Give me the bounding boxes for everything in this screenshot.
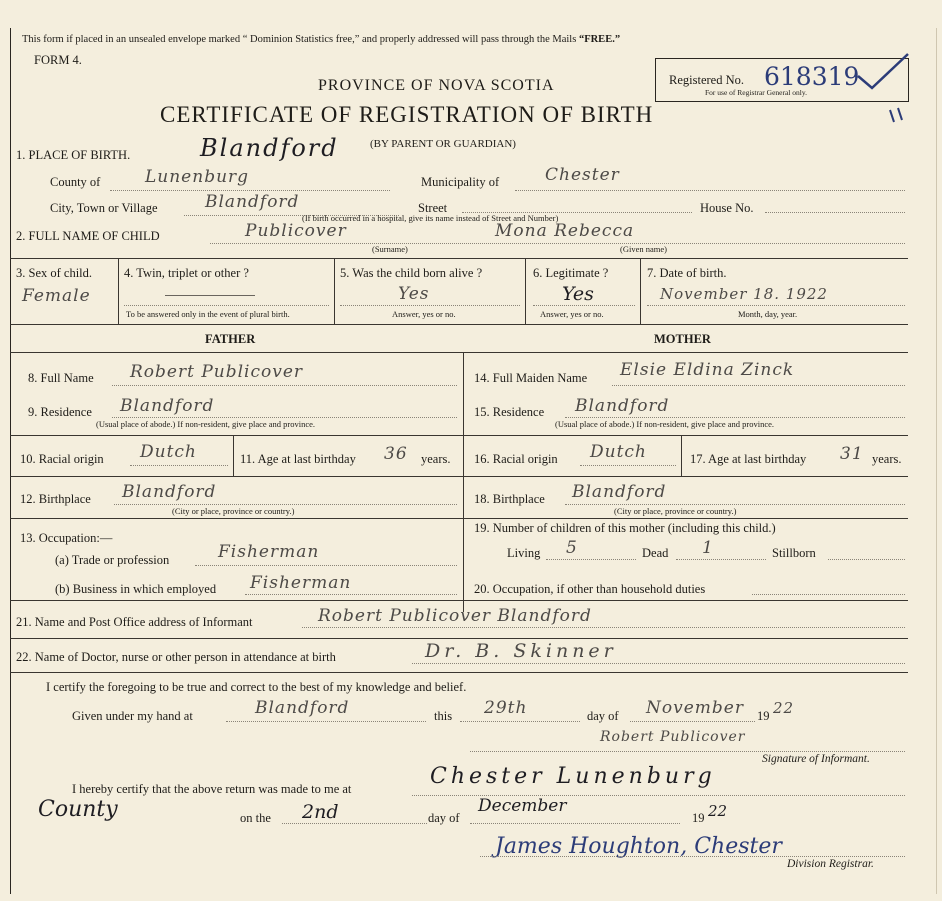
father-residence-value: Blandford bbox=[120, 396, 215, 416]
house-number-label: House No. bbox=[700, 201, 754, 215]
father-birthplace-value: Blandford bbox=[122, 482, 217, 502]
date-label: 7. Date of birth. bbox=[647, 266, 727, 280]
legitimate-note: Answer, yes or no. bbox=[540, 309, 604, 319]
alive-label: 5. Was the child born alive ? bbox=[340, 266, 483, 280]
alive-note: Answer, yes or no. bbox=[392, 309, 456, 319]
county-line bbox=[110, 190, 390, 191]
date-value: November 18. 1922 bbox=[660, 285, 828, 303]
given-day-value: 29th bbox=[484, 698, 528, 718]
twin-note: To be answered only in the event of plural birth. bbox=[126, 309, 290, 319]
mail-notice-text: This form if placed in an unsealed envelope marked “ Dominion Statistics free,” and properly addressed will pass through the Mails bbox=[22, 34, 577, 45]
child-name-label: 2. FULL NAME OF CHILD bbox=[16, 229, 160, 243]
mother-residence-value: Blandford bbox=[575, 396, 670, 416]
informant-line bbox=[302, 627, 905, 628]
registrar-signature: James Houghton, Chester bbox=[495, 834, 782, 859]
mother-age-label: 17. Age at last birthday bbox=[690, 452, 807, 466]
rule-occupation bbox=[10, 518, 908, 519]
given-year-prefix: 19 bbox=[757, 709, 770, 723]
living-label: Living bbox=[507, 546, 541, 560]
legitimate-value: Yes bbox=[562, 283, 594, 305]
legitimate-label: 6. Legitimate ? bbox=[533, 266, 609, 280]
surname-note: (Surname) bbox=[372, 244, 408, 254]
registrar-day-of-label: day of bbox=[428, 811, 460, 825]
father-business-line bbox=[245, 594, 457, 595]
this-label: this bbox=[434, 709, 453, 723]
mail-notice bbox=[22, 34, 620, 45]
house-number-line bbox=[765, 212, 905, 213]
twin-dash bbox=[165, 295, 255, 296]
doctor-value: Dr. B. Skinner bbox=[425, 640, 617, 662]
divider-d bbox=[640, 258, 641, 324]
father-residence-line bbox=[112, 417, 457, 418]
father-name-value: Robert Publicover bbox=[130, 362, 304, 382]
given-month-line bbox=[630, 721, 755, 722]
informant-signature-label: Signature of Informant. bbox=[762, 753, 870, 765]
rule-bottom-row bbox=[10, 324, 908, 325]
doctor-label: 22. Name of Doctor, nurse or other person in attendance at birth bbox=[16, 650, 336, 664]
registrar-signature-label: Division Registrar. bbox=[787, 858, 874, 870]
alive-value: Yes bbox=[398, 284, 430, 304]
alive-line bbox=[340, 305, 520, 306]
rule-doctor bbox=[10, 638, 908, 639]
given-name-note: (Given name) bbox=[620, 244, 667, 254]
given-day-line bbox=[460, 721, 580, 722]
father-business-label: (b) Business in which employed bbox=[55, 582, 217, 596]
mother-racial-value: Dutch bbox=[590, 442, 647, 462]
mother-occupation-line bbox=[752, 594, 905, 595]
mother-years-label: years. bbox=[872, 452, 902, 466]
living-value: 5 bbox=[566, 538, 578, 558]
registrar-on-the-label: on the bbox=[240, 811, 271, 825]
registrar-signature-line bbox=[480, 856, 905, 857]
dead-value: 1 bbox=[702, 538, 714, 558]
left-border bbox=[10, 28, 11, 894]
mother-birthplace-value: Blandford bbox=[572, 482, 667, 502]
place-of-birth-label: 1. PLACE OF BIRTH. bbox=[16, 148, 131, 162]
mother-occupation-label: 20. Occupation, if other than household duties bbox=[474, 582, 706, 596]
father-racial-label: 10. Racial origin bbox=[20, 452, 104, 466]
twin-label: 4. Twin, triplet or other ? bbox=[124, 266, 249, 280]
given-under-hand-label: Given under my hand at bbox=[72, 709, 193, 723]
mother-age-value: 31 bbox=[840, 444, 864, 464]
father-birthplace-note: (City or place, province or country.) bbox=[172, 506, 295, 516]
father-trade-value: Fisherman bbox=[218, 542, 320, 562]
parents-divider bbox=[463, 352, 464, 612]
informant-signature-line bbox=[470, 751, 905, 752]
father-racial-value: Dutch bbox=[140, 442, 197, 462]
father-name-line bbox=[112, 385, 457, 386]
rule-parents bbox=[10, 352, 908, 353]
place-of-birth-value: Blandford bbox=[200, 134, 339, 162]
given-place-value: Blandford bbox=[255, 698, 350, 718]
child-name-line bbox=[210, 243, 905, 244]
doctor-line bbox=[412, 663, 905, 664]
father-racial-line bbox=[130, 465, 228, 466]
registrar-year-value: 22 bbox=[708, 802, 728, 820]
father-age-label: 11. Age at last birthday bbox=[240, 452, 356, 466]
mother-birthplace-line bbox=[565, 504, 905, 505]
mother-birthplace-note: (City or place, province or country.) bbox=[614, 506, 737, 516]
child-surname-value: Publicover bbox=[245, 221, 347, 241]
form-subtitle: (BY PARENT OR GUARDIAN) bbox=[370, 138, 516, 150]
mother-name-line bbox=[612, 385, 905, 386]
municipality-line bbox=[515, 190, 905, 191]
date-note: Month, day, year. bbox=[738, 309, 798, 319]
given-year-value: 22 bbox=[773, 699, 795, 717]
mother-name-value: Elsie Eldina Zinck bbox=[620, 360, 795, 380]
informant-value: Robert Publicover Blandford bbox=[318, 606, 592, 626]
father-trade-label: (a) Trade or profession bbox=[55, 553, 170, 567]
children-count-label: 19. Number of children of this mother (including this child.) bbox=[474, 521, 776, 535]
date-line bbox=[647, 305, 905, 306]
given-day-of-label: day of bbox=[587, 709, 619, 723]
mother-name-label: 14. Full Maiden Name bbox=[474, 371, 588, 385]
street-label: Street bbox=[418, 201, 448, 215]
registrar-statement: I hereby certify that the above return was made to me at bbox=[72, 782, 352, 796]
father-heading: FATHER bbox=[205, 332, 256, 346]
informant-signature: Robert Publicover bbox=[600, 729, 746, 745]
father-years-label: years. bbox=[421, 452, 451, 466]
father-abode-note: (Usual place of abode.) If non-resident, give place and province. bbox=[96, 419, 316, 429]
registrar-county-value: County bbox=[38, 797, 118, 822]
father-birthplace-line bbox=[114, 504, 457, 505]
father-name-label: 8. Full Name bbox=[28, 371, 94, 385]
registrar-place-value: Chester Lunenburg bbox=[430, 764, 716, 789]
street-note: (If birth occurred in a hospital, give its name instead of Street and Number) bbox=[302, 213, 559, 223]
county-value: Lunenburg bbox=[145, 167, 250, 187]
child-given-name-value: Mona Rebecca bbox=[495, 221, 635, 241]
rule-certify bbox=[10, 672, 908, 673]
sex-label: 3. Sex of child. bbox=[16, 266, 93, 280]
given-month-value: November bbox=[646, 698, 744, 718]
father-occupation-label: 13. Occupation:— bbox=[20, 531, 113, 545]
registered-number: 618319 bbox=[764, 62, 860, 91]
city-value: Blandford bbox=[205, 192, 300, 212]
given-place-line bbox=[226, 721, 426, 722]
registrar-day-value: 2nd bbox=[302, 801, 339, 823]
rule-racial-top bbox=[10, 435, 908, 436]
mother-abode-note: (Usual place of abode.) If non-resident, give place and province. bbox=[555, 419, 775, 429]
father-age-value: 36 bbox=[384, 444, 408, 464]
divider-c bbox=[525, 258, 526, 324]
registrar-day-line bbox=[282, 823, 427, 824]
informant-label: 21. Name and Post Office address of Informant bbox=[16, 615, 253, 629]
right-edge bbox=[936, 28, 937, 894]
father-trade-line bbox=[195, 565, 457, 566]
father-age-divider bbox=[233, 435, 234, 476]
municipality-value: Chester bbox=[545, 165, 620, 185]
twin-line bbox=[124, 305, 329, 306]
county-label: County of bbox=[50, 175, 101, 189]
divider-a bbox=[118, 258, 119, 324]
registrar-month-line bbox=[470, 823, 680, 824]
mother-heading: MOTHER bbox=[654, 332, 711, 346]
stillborn-line bbox=[828, 559, 905, 560]
province-heading: PROVINCE OF NOVA SCOTIA bbox=[318, 77, 555, 94]
mother-residence-label: 15. Residence bbox=[474, 405, 545, 419]
city-label: City, Town or Village bbox=[50, 201, 158, 215]
mother-age-divider bbox=[681, 435, 682, 476]
municipality-label: Municipality of bbox=[421, 175, 500, 189]
dead-line bbox=[676, 559, 766, 560]
registered-label: Registered No. bbox=[669, 73, 744, 87]
living-line bbox=[546, 559, 636, 560]
rule-informant bbox=[10, 600, 908, 601]
check-mark-icon bbox=[850, 50, 920, 130]
mail-notice-free: “FREE.” bbox=[578, 34, 621, 45]
form-number: FORM 4. bbox=[34, 53, 82, 67]
stillborn-label: Stillborn bbox=[772, 546, 816, 560]
rule-top-row bbox=[10, 258, 908, 259]
dead-label: Dead bbox=[642, 546, 669, 560]
registrar-year-prefix: 19 bbox=[692, 811, 705, 825]
divider-b bbox=[334, 258, 335, 324]
father-birthplace-label: 12. Birthplace bbox=[20, 492, 91, 506]
rule-racial-bottom bbox=[10, 476, 908, 477]
registrar-use-note: For use of Registrar General only. bbox=[705, 88, 807, 97]
certify-statement: I certify the foregoing to be true and correct to the best of my knowledge and belief. bbox=[46, 680, 467, 694]
father-business-value: Fisherman bbox=[250, 573, 352, 593]
page-title: CERTIFICATE OF REGISTRATION OF BIRTH bbox=[160, 102, 654, 127]
mother-racial-label: 16. Racial origin bbox=[474, 452, 558, 466]
registrar-month-value: December bbox=[478, 796, 567, 816]
mother-racial-line bbox=[580, 465, 676, 466]
father-residence-label: 9. Residence bbox=[28, 405, 92, 419]
sex-value: Female bbox=[22, 286, 91, 306]
legitimate-line bbox=[533, 305, 635, 306]
mother-residence-line bbox=[565, 417, 905, 418]
mother-birthplace-label: 18. Birthplace bbox=[474, 492, 545, 506]
